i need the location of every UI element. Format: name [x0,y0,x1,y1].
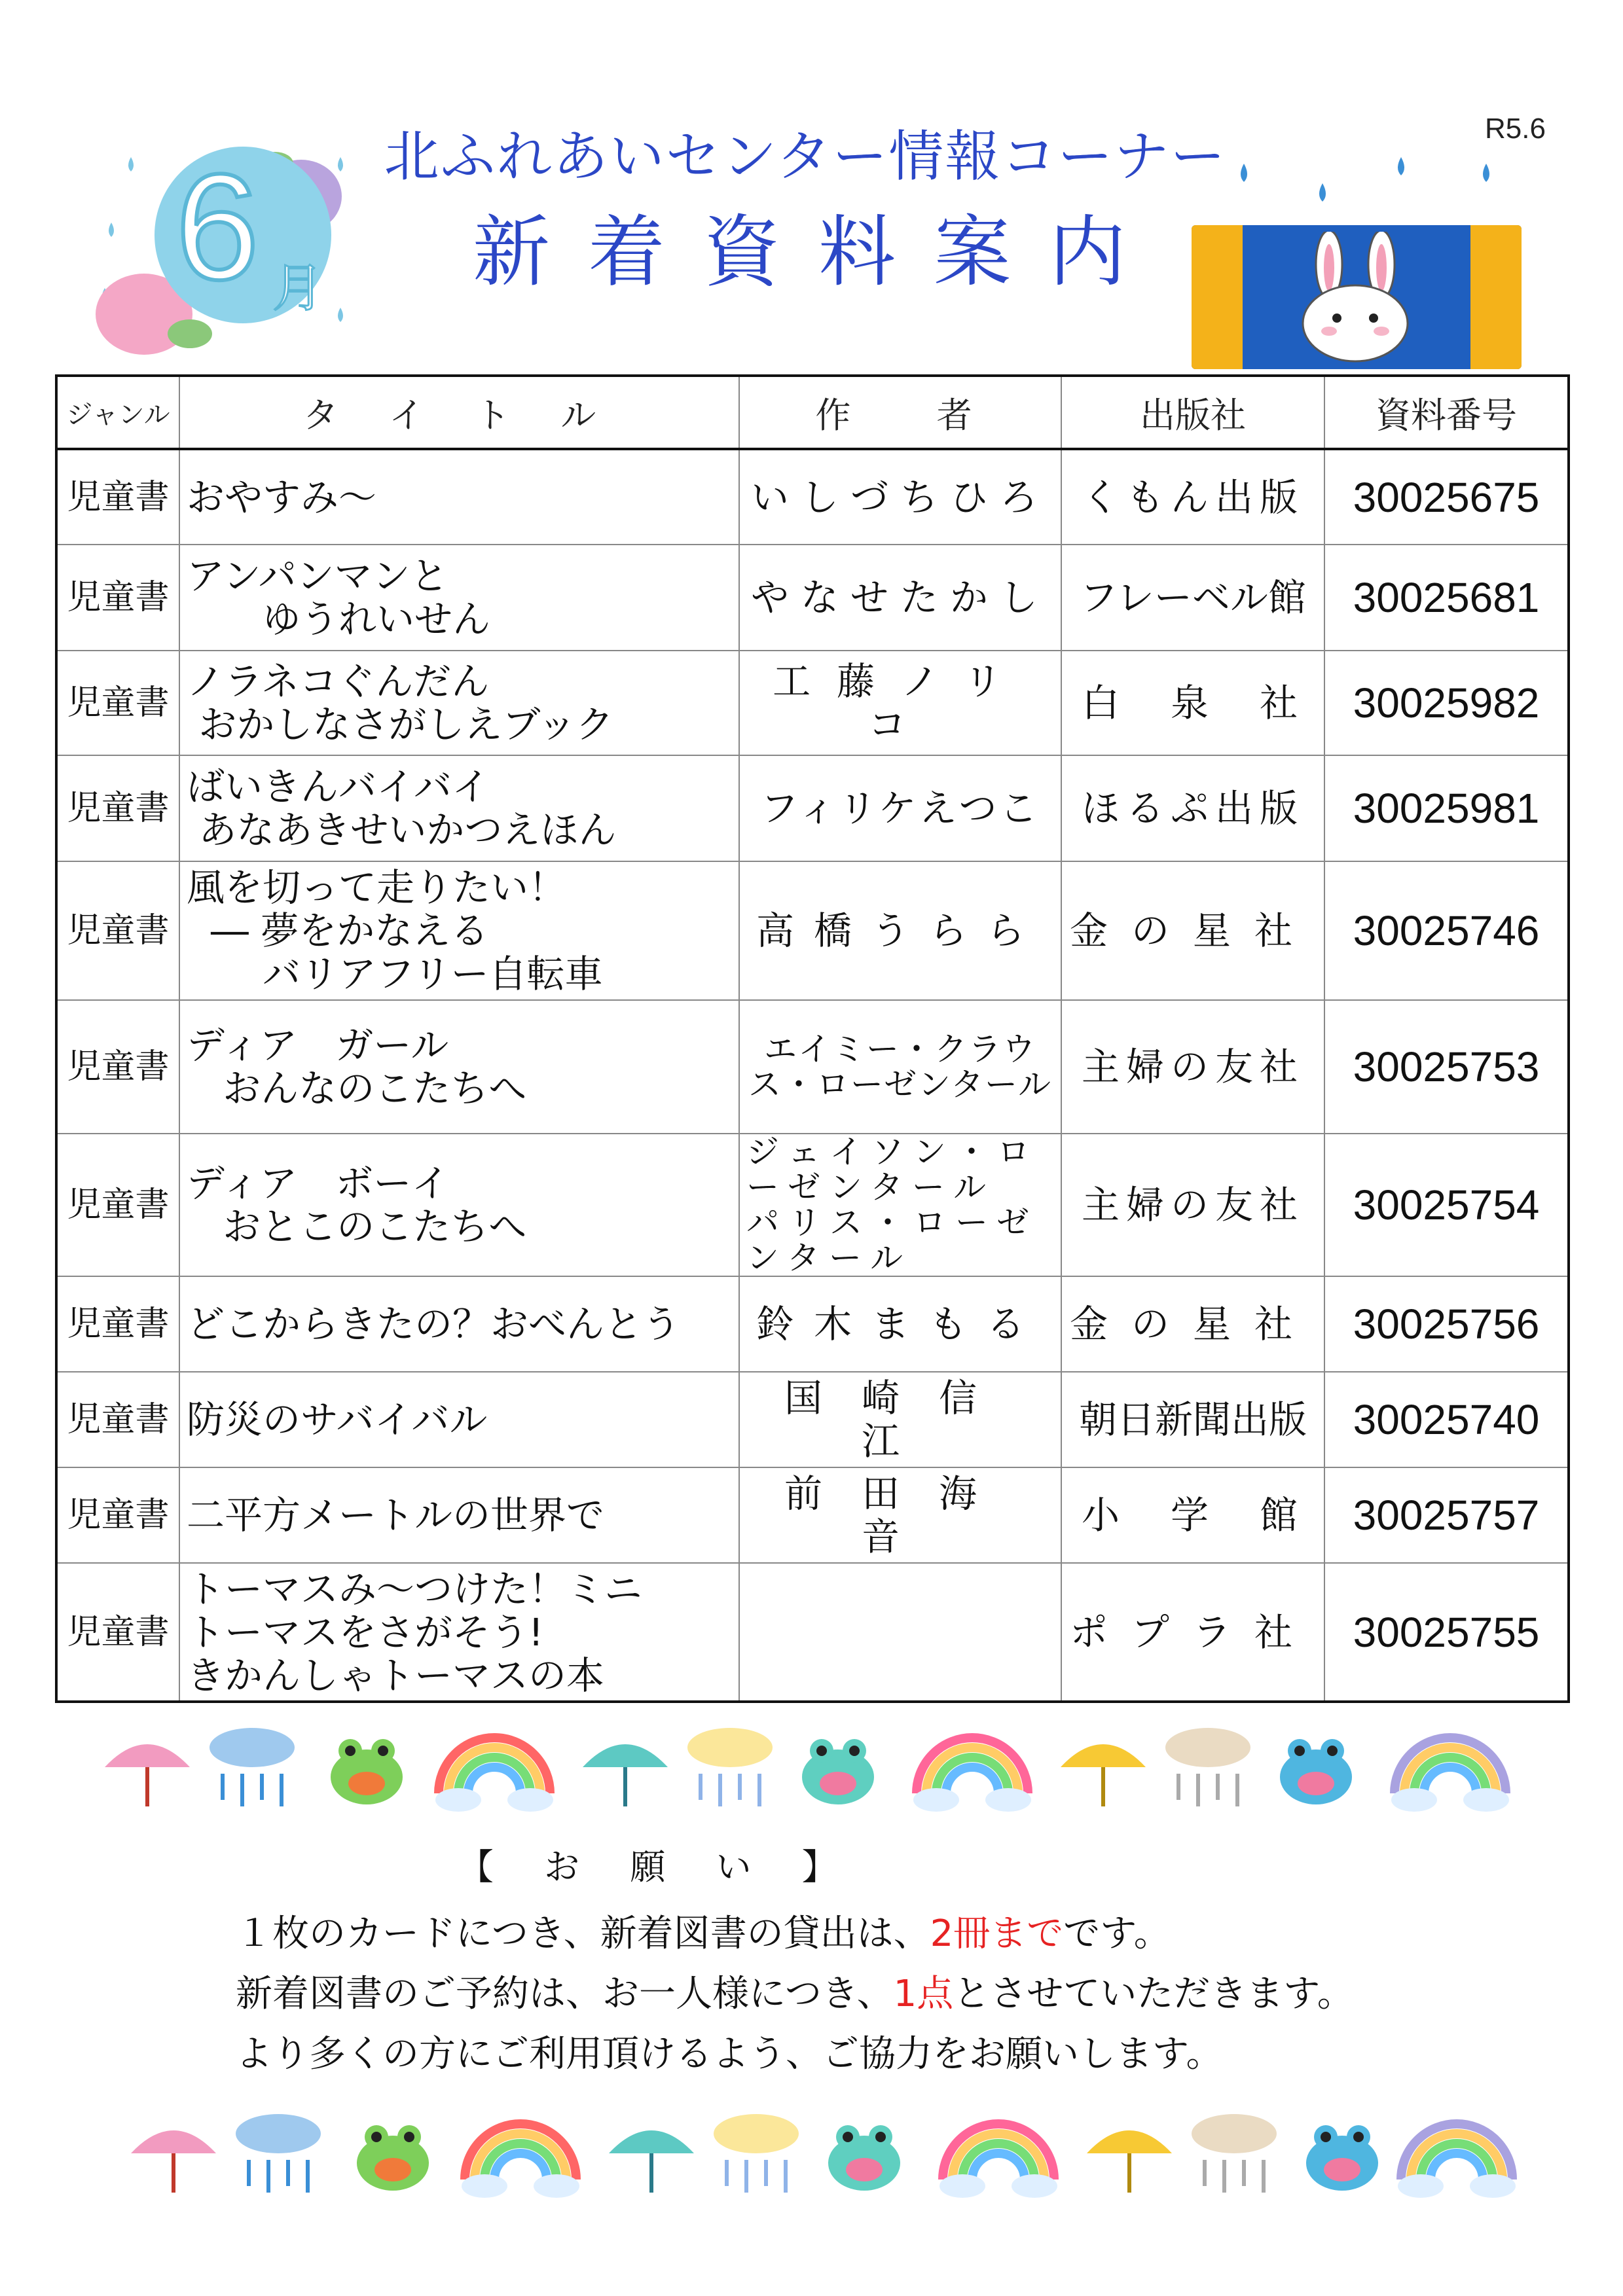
center-name: 北ふれあいセンター情報コーナー [384,124,1227,188]
cell-author: ジェイソン・ローゼンタール パリス・ローゼンタール [739,1134,1061,1276]
decoration-row-top [98,1721,1539,1820]
issue-date: R5.6 [1485,113,1546,145]
table-row [56,1563,1569,1702]
rainbow-icon [1388,1721,1512,1820]
rain-cloud-icon [229,2108,327,2206]
umbrella-icon [1054,1721,1152,1820]
table-row [56,861,1569,1000]
cell-number: 30025755 [1324,1563,1569,1702]
notice-line-2-end: とさせていただきます。 [953,1973,1354,2015]
cell-publisher: 主婦の友社 [1061,1000,1324,1134]
cell-genre: 児童書 [56,545,179,651]
cell-publisher: 小 学 館 [1061,1467,1324,1563]
cell-author: 工藤ノリコ [739,651,1061,755]
cell-genre: 児童書 [56,1563,179,1702]
cell-title: 風を切って走りたい！ ― 夢をかなえる バリアフリー自転車 [179,861,739,1000]
umbrella-icon [1080,2108,1178,2206]
table-header-row [56,376,1569,449]
table-row [56,545,1569,651]
cell-number: 30025753 [1324,1000,1569,1134]
cell-genre: 児童書 [56,861,179,1000]
table-row [56,449,1569,545]
rainbow-icon [936,2108,1061,2206]
bunny-window-illustration [1192,225,1522,369]
rainbow-icon [1395,2108,1519,2206]
cell-author: フィリケえつこ [739,755,1061,861]
cell-number: 30025754 [1324,1134,1569,1276]
rain-cloud-icon [1185,2108,1283,2206]
notice-line-2 [236,1965,1354,2017]
table-row [56,1467,1569,1563]
rain-cloud-icon [681,1721,779,1820]
cell-title: ばいきんバイバイ あなあきせいかつえほん [179,755,739,861]
rainbow-icon [458,2108,583,2206]
cell-number: 30025681 [1324,545,1569,651]
cell-author: エイミー・クラウス・ローゼンタール [739,1000,1061,1134]
umbrella-icon [124,2108,223,2206]
frog-icon [1290,2108,1388,2206]
notice-line-3: より多くの方にご利用頂けるよう、ご協力をお願いします。 [236,2033,1223,2075]
cell-author: いしづちひろ [739,449,1061,545]
umbrella-icon [576,1721,674,1820]
notice-line-1-highlight: 2冊まで [930,1912,1064,1955]
cell-title: ノラネコぐんだん おかしなさがしえブック [179,651,739,755]
cell-genre: 児童書 [56,1134,179,1276]
rain-cloud-icon [1159,1721,1257,1820]
cell-title: ディア ガール おんなのこたちへ [179,1000,739,1134]
umbrella-icon [98,1721,196,1820]
notice-heading: 【 お 願 い 】 [458,1846,857,1888]
cell-publisher: 朝日新聞出版 [1061,1372,1324,1467]
table-row [56,1134,1569,1276]
notice-line-1-end: です。 [1063,1912,1171,1955]
cell-number: 30025757 [1324,1467,1569,1563]
frog-icon [786,1721,884,1820]
cell-publisher: くもん出版 [1061,449,1324,545]
cell-title: ディア ボーイ おとこのこたちへ [179,1134,739,1276]
cell-genre: 児童書 [56,1276,179,1372]
umbrella-icon [602,2108,701,2206]
table-row [56,651,1569,755]
cell-number: 30025740 [1324,1372,1569,1467]
cell-author: やなせたかし [739,545,1061,651]
cell-genre: 児童書 [56,1000,179,1134]
notice-line-2-text: 新着図書のご予約は、お一人様につき、 [236,1973,894,2015]
cell-title: 防災のサバイバル [179,1372,739,1467]
table-row [56,1372,1569,1467]
decoration-row-bottom [124,2108,1565,2206]
cell-title: 二平方メートルの世界で [179,1467,739,1563]
cell-author: 国崎信江 [739,1372,1061,1467]
cell-publisher: 主婦の友社 [1061,1134,1324,1276]
cell-publisher: ほるぷ出版 [1061,755,1324,861]
table-row [56,755,1569,861]
frog-icon [812,2108,910,2206]
cell-author: 鈴木まもる [739,1276,1061,1372]
cell-author: 前田海音 [739,1467,1061,1563]
cell-author: 高橋うらら [739,861,1061,1000]
cell-title: アンパンマンと ゆうれいせん [179,545,739,651]
header-genre: ジャンル [56,376,179,449]
cell-genre: 児童書 [56,1467,179,1563]
cell-title: おやすみ～ [179,449,739,545]
table-row [56,1000,1569,1134]
cell-publisher: ポプラ社 [1061,1563,1324,1702]
cell-title: どこからきたの？おべんとう [179,1276,739,1372]
rain-cloud-icon [203,1721,301,1820]
cell-publisher: 白 泉 社 [1061,651,1324,755]
frog-icon [314,1721,412,1820]
frog-icon [340,2108,439,2206]
notice-line-1-text: １枚のカードにつき、新着図書の貸出は、 [236,1912,930,1955]
rain-cloud-icon [707,2108,805,2206]
cell-genre: 児童書 [56,1372,179,1467]
month-kanji: 月 [272,259,324,318]
header-publisher: 出版社 [1061,376,1324,449]
raindrops-icon [1224,151,1512,223]
cell-publisher: フレーベル館 [1061,545,1324,651]
frog-icon [1264,1721,1362,1820]
cell-genre: 児童書 [56,651,179,755]
cell-author [739,1563,1061,1702]
header-number: 資料番号 [1324,376,1569,449]
month-number: 6 [175,143,259,311]
notice-line-1 [236,1905,1171,1957]
cell-publisher: 金の星社 [1061,1276,1324,1372]
cell-publisher: 金の星社 [1061,861,1324,1000]
cell-genre: 児童書 [56,449,179,545]
page-title: 新着資料案内 [472,207,1164,297]
header-author: 作 者 [739,376,1061,449]
cell-number: 30025982 [1324,651,1569,755]
cell-number: 30025981 [1324,755,1569,861]
header-title: タ イ ト ル [179,376,739,449]
cell-genre: 児童書 [56,755,179,861]
new-materials-table [55,374,1570,1703]
rainbow-icon [910,1721,1034,1820]
cell-number: 30025756 [1324,1276,1569,1372]
notice-line-2-highlight: 1点 [893,1973,954,2015]
rainbow-icon [432,1721,556,1820]
cell-number: 30025746 [1324,861,1569,1000]
cell-number: 30025675 [1324,449,1569,545]
cell-title: トーマスみ～つけた！ミニ トーマスをさがそう! きかんしゃトーマスの本 [179,1563,739,1702]
table-row [56,1276,1569,1372]
bunny-icon [1277,232,1434,369]
